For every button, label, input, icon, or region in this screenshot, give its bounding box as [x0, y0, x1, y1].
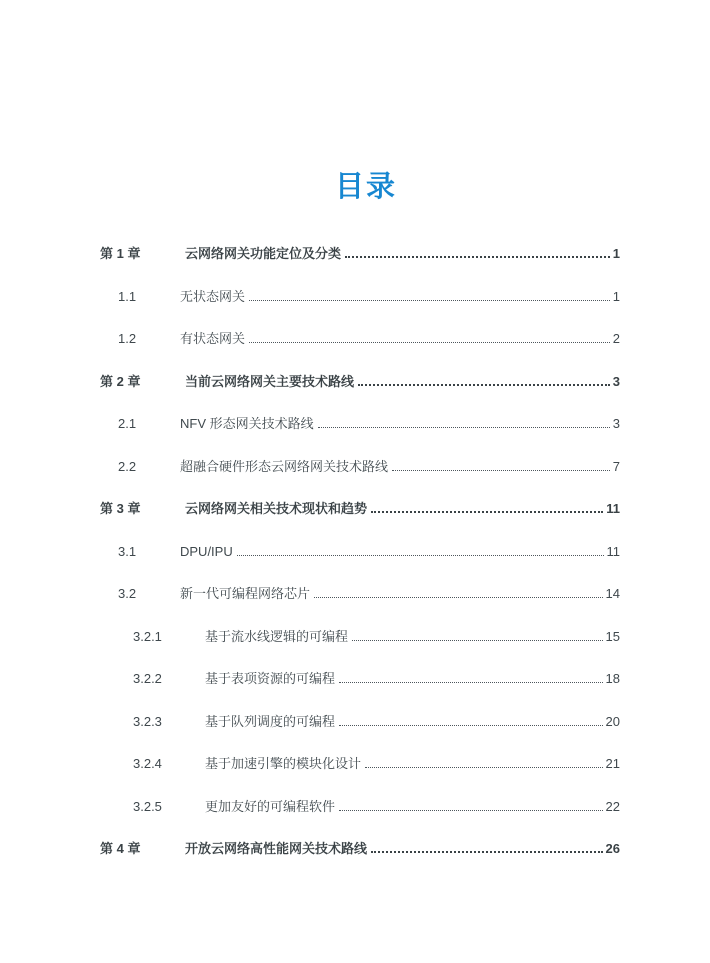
toc-entry[interactable] — [100, 713, 620, 731]
toc-entry[interactable] — [100, 288, 620, 306]
page-title: 目录 — [334, 171, 397, 203]
toc-entry-number: 第 2 章 — [100, 373, 141, 389]
toc-entry-number: 2.1 — [118, 416, 137, 431]
toc-entry-title: 云网络网关功能定位及分类 — [185, 246, 342, 261]
toc-entry-page: 26 — [605, 841, 620, 856]
toc-entry[interactable] — [100, 628, 620, 646]
dotted-leader — [339, 725, 603, 726]
toc-entry[interactable] — [100, 543, 620, 561]
dotted-leader — [314, 597, 603, 598]
toc-entry-title: 基于队列调度的可编程 — [205, 713, 336, 729]
toc-entry-title: DPU/IPU — [180, 543, 233, 559]
toc-entry[interactable] — [100, 415, 620, 433]
toc-entry-number: 3.2.3 — [133, 713, 162, 729]
toc-entry-number: 3.2 — [118, 586, 137, 601]
toc-entry[interactable] — [100, 458, 620, 476]
dotted-leader — [339, 810, 603, 811]
toc-entry-number: 1.2 — [118, 331, 137, 346]
toc-entry-page: 20 — [605, 713, 620, 729]
toc-entry-title: 更加友好的可编程软件 — [205, 798, 336, 814]
toc-entry-page: 7 — [612, 458, 620, 474]
toc-entry-page: 3 — [612, 373, 620, 389]
dotted-leader — [339, 682, 603, 683]
toc-entry-number: 3.2.1 — [133, 628, 162, 644]
toc-entry[interactable] — [100, 798, 620, 816]
toc-entry[interactable] — [100, 840, 620, 858]
toc-entry-title: 超融合硬件形态云网络网关技术路线 — [180, 458, 389, 474]
dotted-leader — [318, 427, 610, 428]
toc-entry[interactable] — [100, 755, 620, 773]
toc-entry-title: 云网络网关相关技术现状和趋势 — [185, 501, 368, 516]
toc-entry[interactable] — [100, 330, 620, 348]
toc-entry[interactable] — [100, 245, 620, 263]
toc-entry-title: 基于表项资源的可编程 — [205, 671, 336, 686]
toc-entry-title: 开放云网络高性能网关技术路线 — [185, 841, 368, 856]
dotted-leader — [371, 511, 603, 513]
toc-entry-title: 当前云网络网关主要技术路线 — [185, 373, 355, 389]
dotted-leader — [352, 640, 603, 641]
toc-entry-number: 3.2.4 — [133, 756, 162, 771]
toc-entry-number: 第 3 章 — [100, 501, 141, 516]
toc-entry-number: 3.1 — [118, 543, 137, 559]
dotted-leader — [237, 555, 604, 556]
toc-entry-number: 2.2 — [118, 458, 137, 474]
toc-entry-title: 基于加速引擎的模块化设计 — [205, 756, 362, 771]
toc-entry-page: 2 — [612, 331, 620, 346]
dotted-leader — [249, 342, 610, 343]
toc-entry-title: 基于流水线逻辑的可编程 — [205, 628, 349, 644]
toc-entry-page: 1 — [612, 288, 620, 304]
toc-entry-page: 21 — [605, 756, 620, 771]
toc-entry[interactable] — [100, 373, 620, 391]
toc-entry-title: 新一代可编程网络芯片 — [180, 586, 311, 601]
toc-entry-number: 第 4 章 — [100, 841, 141, 856]
dotted-leader — [365, 767, 603, 768]
toc-entry-number: 3.2.2 — [133, 671, 162, 686]
toc-list — [100, 245, 620, 883]
toc-entry-page: 14 — [605, 586, 620, 601]
dotted-leader — [371, 851, 603, 853]
toc-entry[interactable] — [100, 585, 620, 603]
toc-entry[interactable] — [100, 500, 620, 518]
toc-entry-title: 有状态网关 — [180, 331, 246, 346]
toc-entry-number: 1.1 — [118, 288, 137, 304]
toc-entry[interactable] — [100, 670, 620, 688]
toc-entry-page: 18 — [605, 671, 620, 686]
toc-entry-number: 3.2.5 — [133, 798, 162, 814]
toc-entry-number: 第 1 章 — [100, 246, 141, 261]
toc-entry-page: 1 — [612, 246, 620, 261]
toc-entry-page: 11 — [606, 543, 620, 559]
toc-entry-title: NFV 形态网关技术路线 — [180, 416, 314, 431]
dotted-leader — [345, 256, 610, 258]
toc-entry-page: 15 — [605, 628, 620, 644]
toc-entry-page: 3 — [612, 416, 620, 431]
toc-entry-title: 无状态网关 — [180, 288, 246, 304]
dotted-leader — [249, 300, 610, 301]
toc-entry-page: 22 — [605, 798, 620, 814]
dotted-leader — [392, 470, 610, 471]
toc-entry-page: 11 — [606, 501, 620, 516]
dotted-leader — [358, 384, 610, 386]
